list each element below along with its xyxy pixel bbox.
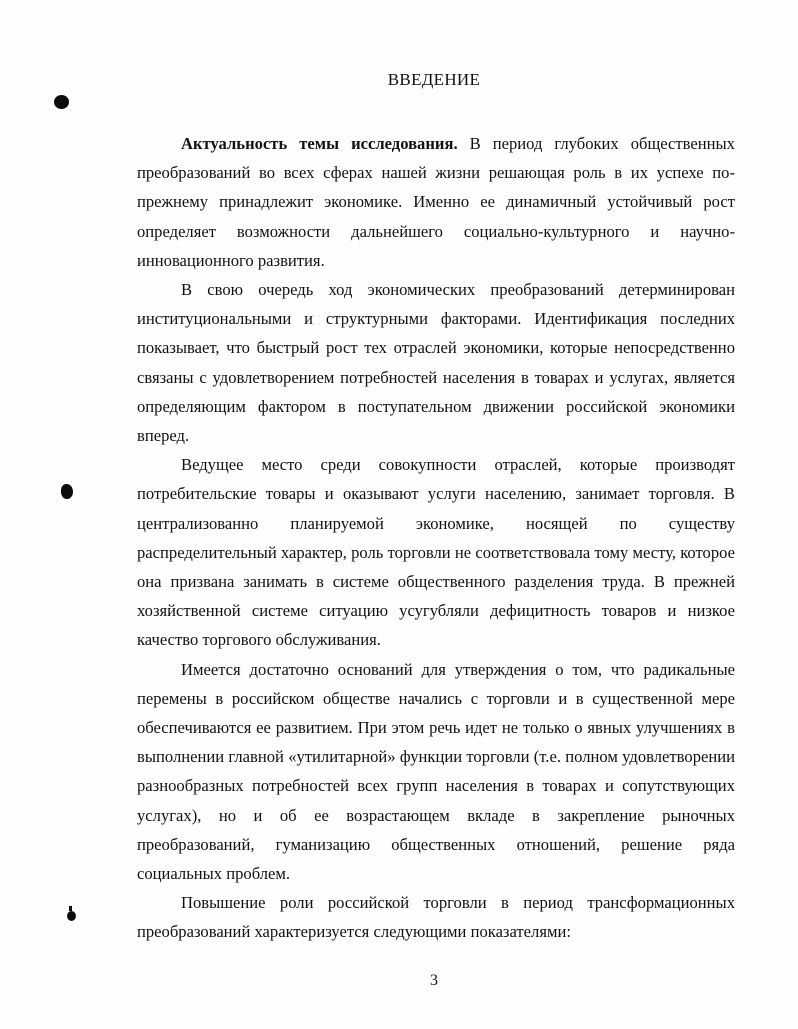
page-number: 3 (430, 972, 438, 989)
paragraph-relevance (137, 129, 735, 275)
paragraph-lead: Актуальность темы исследования. (181, 134, 458, 153)
paragraph-text: В период глубоких общественных преобразований во всех сферах нашей жизни решающая роль в их успехе по-прежнему принадлежит экономике. Именно ее динамичный устойчивый рост определяет возможности дальнейшего социально-культурного и научно-инновационного развития. (137, 134, 735, 270)
paragraph-trade-role: Ведущее место среди совокупности отраслей, которые производят потребительские товары и оказывают услуги населению, занимает торговля. В централизованно планируемой экономике, носящей по существу распределительный характер, роль торговли не соответствовала тому месту, которое она призвана занимать в системе общественного разделения труда. В прежней хозяйственной системе ситуацию усугубляли дефицитность товаров и низкое качество торгового обслуживания. (137, 455, 735, 650)
paragraph-radical-changes: Имеется достаточно оснований для утверждения о том, что радикальные перемены в российском обществе начались с торговли и в существенной мере обеспечиваются ее развитием. При этом речь идет не только о явных улучшениях в выполнении главной «утилитарной» функции торговли (т.е. полном удовлетворении разнообразных потребностей всех групп населения в товарах и сопутствующих услугах), но и об ее возрастающем вкладе в закрепление рыночных преобразований, гуманизацию общественных отношений, решение ряда социальных проблем. (137, 659, 735, 884)
binder-hole-mark (67, 911, 76, 921)
binder-hole-mark (61, 484, 73, 499)
paragraph-indicators: Повышение роли российской торговли в период трансформационных преобразований характеризуется следующими показателями: (137, 893, 735, 942)
paragraph-institutional-factors: В свою очередь ход экономических преобразований детерминирован институциональными и структурными факторами. Идентификация последних показывает, что быстрый рост тех отраслей экономики, которые непосредственно связаны с удовлетворением потребностей населения в товарах и услугах, является определяющим фактором в поступательном движении российской экономики вперед. (137, 280, 735, 446)
document-body (137, 129, 735, 947)
binder-hole-mark (54, 95, 69, 109)
page-title: ВВЕДЕНИЕ (387, 70, 481, 89)
